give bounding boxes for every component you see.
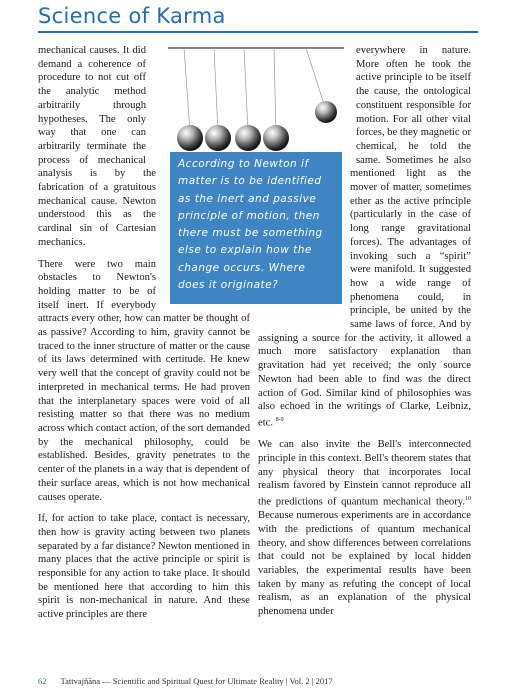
paragraph bbox=[258, 438, 471, 619]
page-footer bbox=[38, 676, 333, 686]
paragraph: mechanical causes. It did demand a coherence of procedure to not cut off the analytic method arbitrarily through hypotheses. The only way that one can arbitrarily terminate the process of mechanical analysis is by the fabrication of a gratuitous mechanical cause. Newton understood this as the cardinal sin of Cartesian mechanics. bbox=[38, 45, 156, 248]
right-column bbox=[258, 44, 471, 619]
paragraph: There were two main obstacles to Newton's holding matter to be of itself inert. If everybody attracts every other, how can matter be thought of as passive? According to him, gravity cannot be traced to the inner structure of matter or the cause of its laws determined with certitude. He knew very well that the concept of gravity could not be interpreted in mechanical terms. He had proven that the interplanetary spaces were void of all resisting matter so that there was no medium across which contact action, of the sort demanded by the mechanical philosophy, could be established. Besides, gravity penetrates to the center of the planets in a way that is dependent of their surface areas, which is not how mechanical causes operate. bbox=[38, 258, 250, 503]
paragraph-text: everywhere in nature. More often he took the active principle to be itself the cause, the ontological constituent responsible for motion. For all other vital forces, be they magnetic or chemical, he told the same. Sometimes he also mentioned light as the mover of matter, sometimes ether as the active principle (particularly in the case of long range gravitational forces). The advantages of invoking such a “spirit” were manifold. It suggested how a wide range of phenomena could, in principle, be united by the same laws of force. And by assigning a source for the activity, it allowed a much more satisfactory explanation than gravitation had yet received; the only source Newton had been able to find was the direct action of God. Similar kind of philosophies was also echoed in the writings of Clarke, Leibniz, etc. bbox=[258, 45, 472, 429]
journal-citation: Tattvajñāna — Scientific and Spiritual Quest for Ultimate Reality | Vol. 2 | 2017 bbox=[60, 676, 333, 686]
paragraph-text: We can also invite the Bell's interconnected principle in this context. Bell's theorem states that any physical theory that incorporates local realism favored by Einstein cannot reproduce all the predictions of quantum mechanical theory. bbox=[258, 439, 471, 508]
header-title: Science of Karma bbox=[38, 4, 226, 28]
page-header bbox=[38, 4, 478, 28]
page-number: 62 bbox=[38, 676, 47, 686]
reference-marker: 10 bbox=[465, 496, 471, 503]
left-column bbox=[38, 44, 250, 622]
reference-marker: 8-9 bbox=[275, 416, 284, 423]
pull-quote: According to Newton if matter is to be identified as the inert and passive principle of motion, then there must be something else to explain how the change occurs. Where does it originate? bbox=[170, 152, 342, 304]
paragraph: If, for action to take place, contact is necessary, then how is gravity acting between two planets separated by a far distance? Newton mentioned in many places that the active principle or spirit is responsible for any action to take place. It should be mentioned here that according to him this spirit is non-mechanical in nature. And these active principles are there bbox=[38, 513, 250, 621]
header-rule bbox=[38, 31, 478, 33]
paragraph-text: Because numerous experiments are in accordance with the predictions of quantum mechanical theory, and show differences between correlations that could not be explained by local hidden variables, the experimental results have been taken by many as refuting the concept of local realism, as an explanation of the physical phenomena under bbox=[258, 510, 471, 618]
